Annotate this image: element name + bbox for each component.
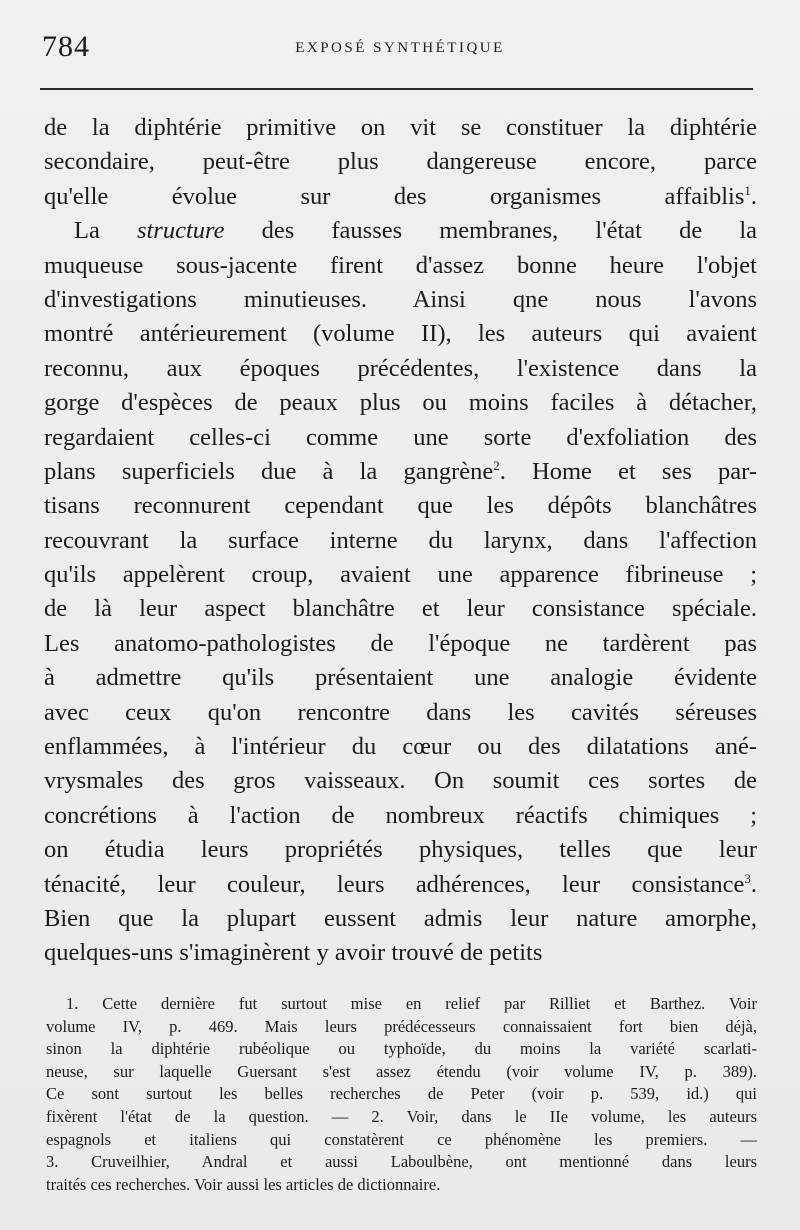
text-line: montré antérieurement (volume II), les auteurs qui avaient — [44, 320, 757, 348]
text-line: recouvrant la surface interne du larynx, dans l'affection — [44, 526, 757, 554]
text-line: qu'elle évolue sur des organismes affaiblis$^1$. — [44, 182, 757, 210]
footnote-line: fixèrent l'état de la question. — 2. Voir, dans le IIe volume, les auteurs — [46, 1106, 757, 1126]
text-line: vrysmales des gros vaisseaux. On soumit ces sortes de — [44, 767, 757, 795]
text-line: gorge d'espèces de peaux plus ou moins faciles à détacher, — [44, 389, 757, 417]
text-line: on étudia leurs propriétés physiques, telles que leur — [44, 836, 757, 864]
text-line: enflammées, à l'intérieur du cœur ou des dilatations ané- — [44, 733, 757, 761]
text-line: d'investigations minutieuses. Ainsi qne nous l'avons — [44, 285, 757, 313]
text-line: secondaire, peut-être plus dangereuse encore, parce — [44, 148, 757, 176]
footnote-line: neuse, sur laquelle Guersant s'est assez étendu (voir volume IV, p. 389). — [46, 1061, 757, 1081]
emphasis: structure — [136, 217, 225, 245]
header-rule — [40, 88, 753, 90]
text-line: à admettre qu'ils présentaient une analogie évidente — [44, 664, 757, 692]
main-text — [44, 111, 757, 971]
footnote-line: volume IV, p. 469. Mais leurs prédécesseurs connaissaient fort bien déjà, — [46, 1016, 757, 1036]
footnote-line: traités ces recherches. Voir aussi les articles de dictionnaire. — [46, 1174, 441, 1194]
text-line: muqueuse sous-jacente firent d'assez bonne heure l'objet — [44, 251, 757, 279]
text-line: regardaient celles-ci comme une sorte d'exfoliation des — [44, 423, 757, 451]
text-line: concrétions à l'action de nombreux réactifs chimiques ; — [44, 801, 757, 829]
page-number: 784 — [42, 30, 90, 63]
text-line: qu'ils appelèrent croup, avaient une apparence fibrineuse ; — [44, 561, 757, 589]
running-title: EXPOSÉ SYNTHÉTIQUE — [295, 40, 505, 56]
footnote-line: sinon la diphtérie rubéolique ou typhoïde, du moins la variété scarlati- — [46, 1039, 757, 1059]
text-line: La structure des fausses membranes, l'état de la — [74, 217, 757, 245]
text-line: plans superficiels due à la gangrène$^2$. Home et ses par- — [44, 457, 758, 485]
text-line: reconnu, aux époques précédentes, l'existence dans la — [44, 354, 757, 382]
text-line: tisans reconnurent cependant que les dépôts blanchâtres — [44, 492, 757, 520]
footnote-ref: 1 — [744, 182, 751, 198]
text-line: ténacité, leur couleur, leurs adhérences, leur consistance$^3$. — [44, 870, 757, 898]
text-line: de la diphtérie primitive on vit se constituer la diphtérie — [44, 114, 757, 141]
footnote-ref: 2 — [493, 457, 500, 473]
text-line: Bien que la plupart eussent admis leur nature amorphe, — [44, 904, 757, 932]
footnotes — [46, 993, 757, 1196]
text-line: Les anatomo-pathologistes de l'époque ne tardèrent pas — [44, 629, 757, 657]
text-line: quelques-uns s'imaginèrent y avoir trouvé de petits — [44, 939, 543, 967]
footnote-line: espagnols et italiens qui constatèrent ce phénomène les premiers. — — [46, 1129, 757, 1149]
footnote-line: 3. Cruveilhier, Andral et aussi Laboulbène, ont mentionné dans leurs — [46, 1152, 757, 1172]
text-line: de là leur aspect blanchâtre et leur consistance spéciale. — [44, 595, 757, 623]
footnote-ref: 3 — [744, 870, 751, 886]
footnote-line: 1. Cette dernière fut surtout mise en relief par Rilliet et Barthez. Voir — [66, 994, 757, 1013]
text-line: avec ceux qu'on rencontre dans les cavités séreuses — [44, 698, 757, 726]
footnote-line: Ce sont surtout les belles recherches de Peter (voir p. 539, id.) qui — [46, 1084, 757, 1104]
